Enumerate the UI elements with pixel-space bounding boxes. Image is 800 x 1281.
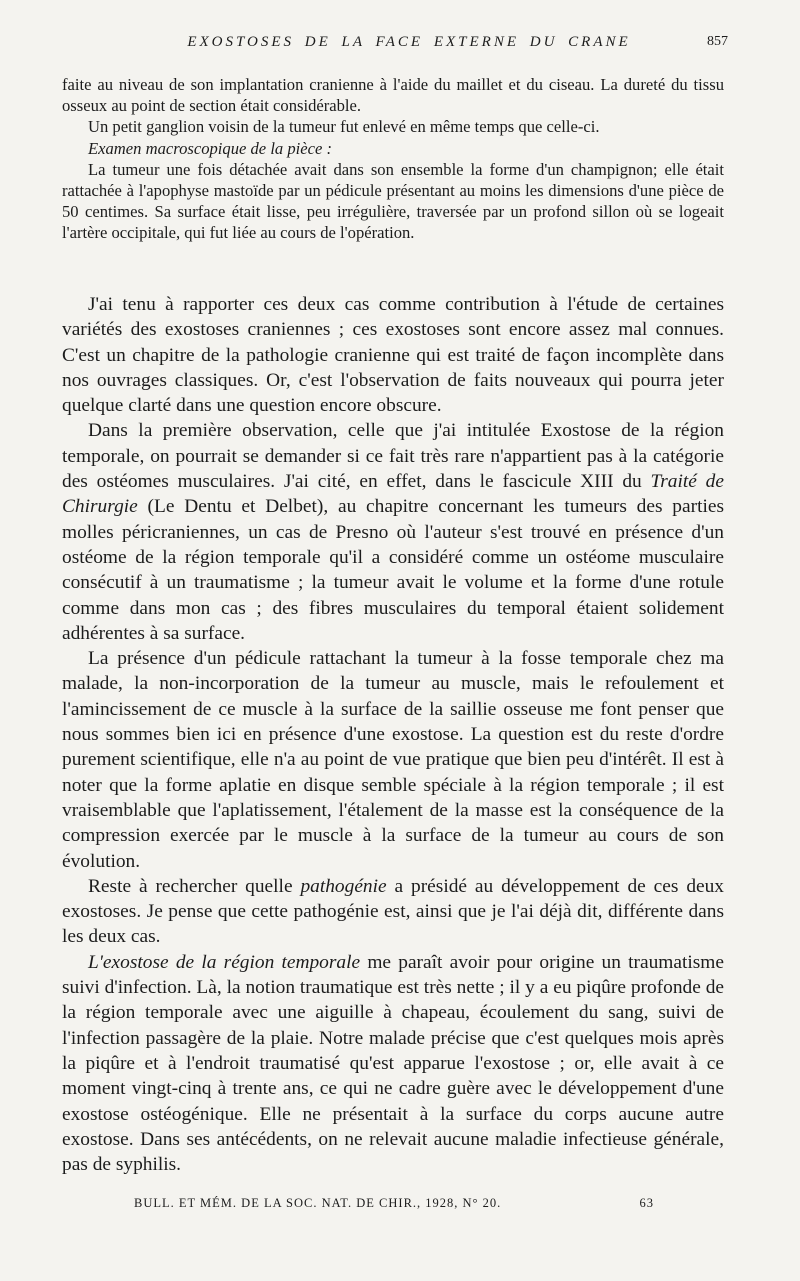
- text-run: me paraît avoir pour origine un traumatisme suivi d'infection. Là, la notion traumatique est très nette ; il y a eu piqûre profonde de la région temporale avec une aiguille à chapeau, écoulement du sang, suivi de l'infection passagère de la plaie. Notre malade précise que c'est quelques mois après la piqûre et à l'endroit traumatisé qu'est apparue l'exostose ; or, elle avait à ce moment vingt-cinq à trente ans, ce qui ne cadre guère avec le développement d'une exostose ostéogénique. Elle ne présentait à la surface du corps aucune autre exostose. Dans ses antécédents, on ne relevait aucune maladie infectieuse générale, pas de syphilis.: [62, 951, 724, 1176]
- observation-paragraph-3: La tumeur une fois détachée avait dans son ensemble la forme d'un champignon; elle était rattachée à l'apophyse mastoïde par un pédicule présentant au moins les dimensions d'une pièce de 50 centimes. Sa surface était lisse, peu irrégulière, traversée par un profond sillon où se logeait l'artère occipitale, qui fut liée au cours de l'opération.: [62, 159, 724, 243]
- section-heading: Examen macroscopique de la pièce :: [88, 138, 333, 158]
- text-run: a présidé au développement de ces deux exostoses. Je pense que cette pathogénie est, ainsi que je l'ai déjà dit, différente dans les deux cas.: [62, 875, 725, 948]
- discussion-text: [62, 292, 724, 1177]
- observation-paragraph-1: faite au niveau de son implantation cranienne à l'aide du maillet et du ciseau. La dureté du tissu osseux au point de section était considérable.: [62, 75, 724, 116]
- running-head-title: EXOSTOSES DE LA FACE EXTERNE DU CRANE: [187, 34, 631, 50]
- observation-paragraph-2: Un petit ganglion voisin de la tumeur fut enlevé en même temps que celle-ci.: [88, 117, 600, 137]
- text-run: (Le Dentu et Delbet), au chapitre concernant les tumeurs des parties molles péricraniennes, un cas de Presno où l'auteur s'est trouvé en présence d'un ostéome de la région temporale qu'il a considéré comme un ostéome musculaire consécutif à un traumatisme ; la tumeur avait le volume et la forme d'une rotule comme dans mon cas ; des fibres musculaires du temporal étaient solidement adhérentes à sa surface.: [62, 496, 724, 644]
- emphasis: L'exostose de la région temporale: [88, 951, 361, 973]
- discussion-paragraph-4: [62, 874, 724, 950]
- discussion-paragraph-2: [62, 418, 724, 646]
- footer-citation: BULL. ET MÉM. DE LA SOC. NAT. DE CHIR., 1928, N° 20.: [134, 1196, 502, 1210]
- book-title: Traité de Chirurgie: [62, 471, 724, 518]
- text-run: Reste à rechercher quelle: [88, 875, 301, 897]
- discussion-paragraph-3: La présence d'un pédicule rattachant la tumeur à la fosse temporale chez ma malade, la non-incorporation de la tumeur au muscle, mais le refoulement et l'amincissement de ce muscle à la surface de la saillie osseuse me font penser que nous sommes bien ici en présence d'une exostose. La question est du reste d'ordre purement scientifique, elle n'a au point de vue pratique que bien peu d'intérêt. Il est à noter que la forme aplatie en disque semble spéciale à la région temporale ; il est vraisemblable que l'aplatissement, l'étalement de la masse est la conséquence de la compression exercée par le muscle à la surface de la tumeur au cours de son évolution.: [62, 648, 724, 872]
- page-number: 857: [707, 34, 728, 49]
- discussion-paragraph-5: [62, 950, 724, 1178]
- footer-signature: 63: [639, 1196, 654, 1210]
- discussion-paragraph-1: J'ai tenu à rapporter ces deux cas comme contribution à l'étude de certaines variétés des exostoses craniennes ; ces exostoses sont encore assez mal connues. C'est un chapitre de la pathologie cranienne qui est traité de façon incomplète dans nos ouvrages classiques. Or, c'est l'observation de faits nouveaux qui pourra jeter quelque clarté dans une question encore obscure.: [62, 294, 724, 417]
- observation-text: [62, 74, 724, 244]
- emphasis: pathogénie: [300, 875, 387, 897]
- running-head: [90, 34, 728, 58]
- text-run: Dans la première observation, celle que j'ai intitulée Exostose de la région temporale, on pourrait se demander si ce fait très rare n'appartient pas à la catégorie des ostéomes musculaires. J'ai cité, en effet, dans le fascicule XIII du: [62, 420, 724, 493]
